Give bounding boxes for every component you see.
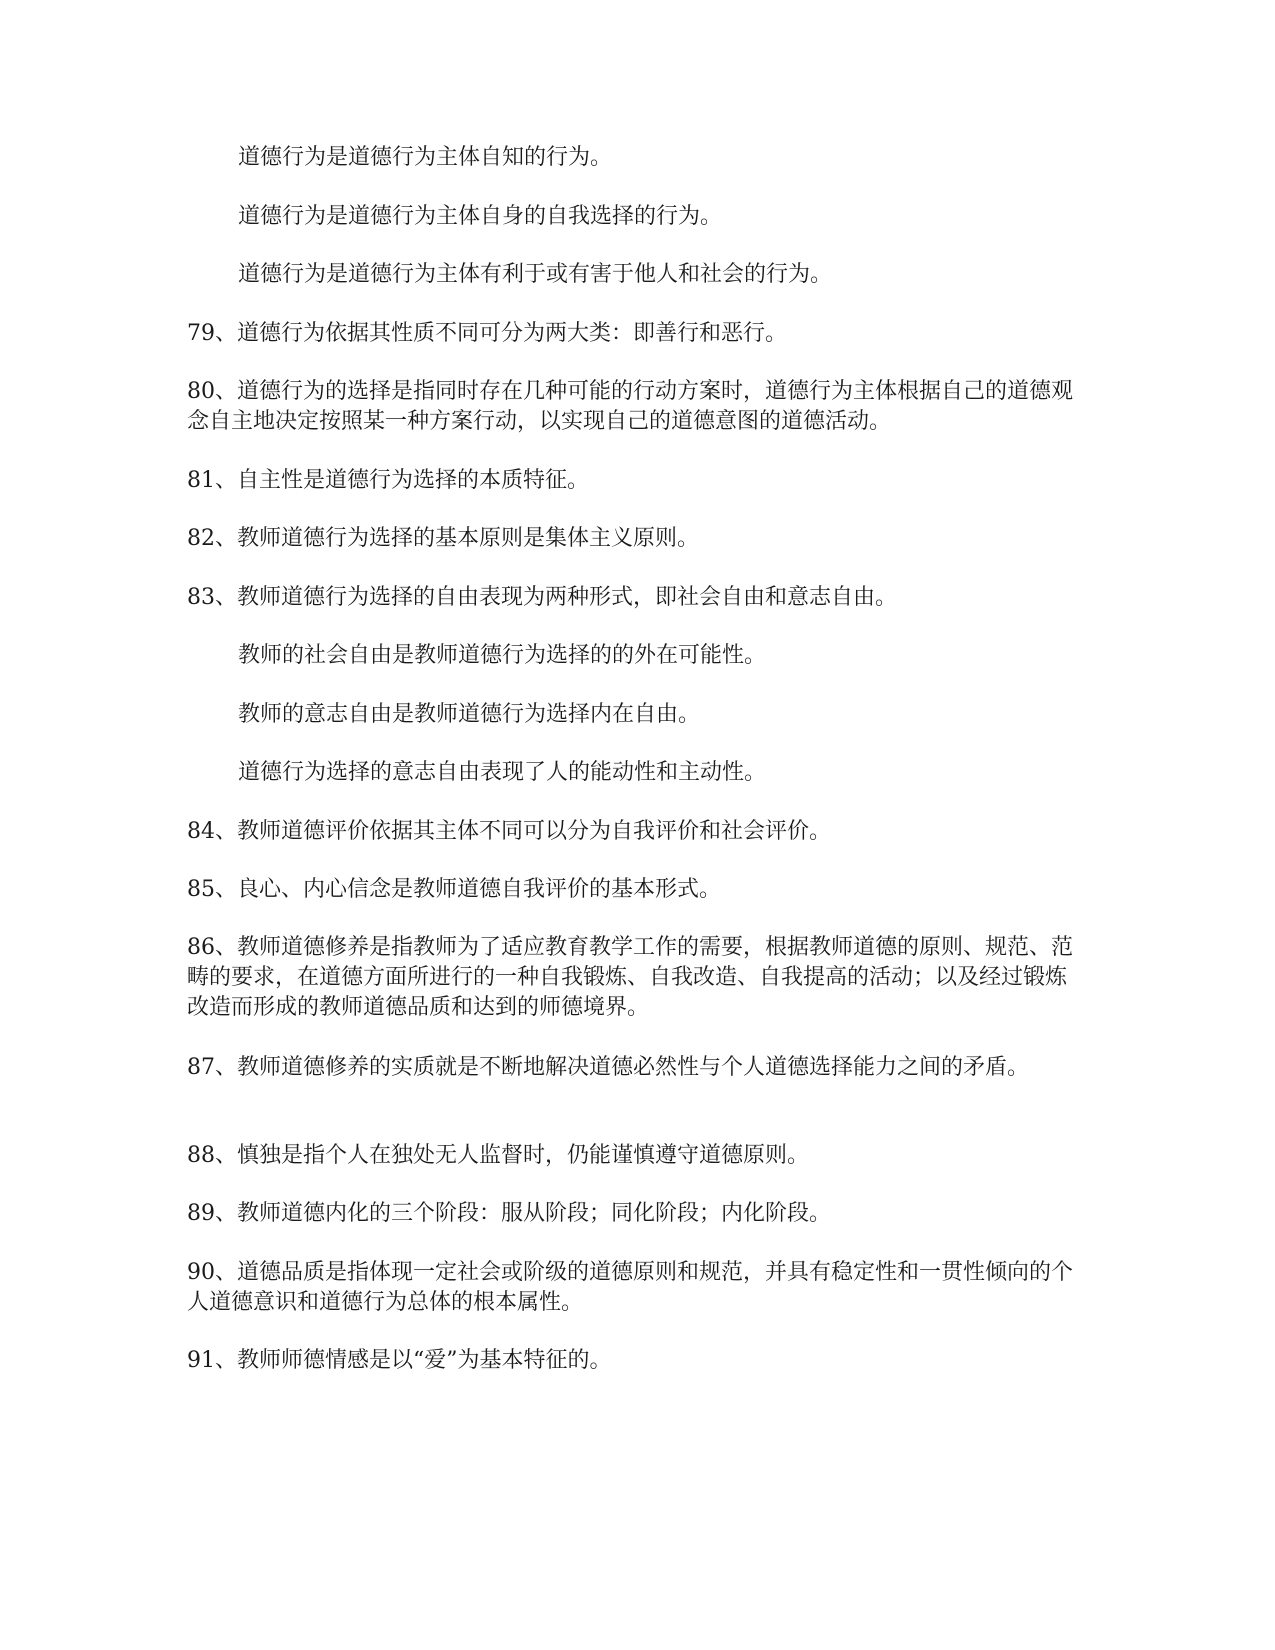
paragraph-indented: 教师的意志自由是教师道德行为选择内在自由。 [238,702,701,727]
paragraph-indented: 道德行为是道德行为主体有利于或有害于他人和社会的行为。 [238,262,833,287]
paragraph-item-83: 83、教师道德行为选择的自由表现为两种形式，即社会自由和意志自由。 [187,585,897,610]
paragraph-item-90: 90、道德品质是指体现一定社会或阶级的道德原则和规范，并具有稳定性和一贯性倾向的个人道德意识和道德行为总体的根本属性。 [187,1260,1073,1315]
paragraph-item-85: 85、良心、内心信念是教师道德自我评价的基本形式。 [187,877,721,902]
paragraph-indented: 教师的社会自由是教师道德行为选择的的外在可能性。 [238,643,767,668]
paragraph-item-81: 81、自主性是道德行为选择的本质特征。 [187,468,589,493]
paragraph-item-82: 82、教师道德行为选择的基本原则是集体主义原则。 [187,526,699,551]
paragraph-item-89: 89、教师道德内化的三个阶段：服从阶段；同化阶段；内化阶段。 [187,1201,831,1226]
paragraph-item-91: 91、教师师德情感是以“爱”为基本特征的。 [187,1348,612,1373]
paragraph-indented: 道德行为选择的意志自由表现了人的能动性和主动性。 [238,760,767,785]
paragraph-item-80: 80、道德行为的选择是指同时存在几种可能的行动方案时，道德行为主体根据自己的道德观念自主地决定按照某一种方案行动，以实现自己的道德意图的道德活动。 [187,379,1073,434]
paragraph-indented: 道德行为是道德行为主体自知的行为。 [238,145,613,170]
paragraph-item-88: 88、慎独是指个人在独处无人监督时，仍能谨慎遵守道德原则。 [187,1143,809,1168]
paragraph-indented: 道德行为是道德行为主体自身的自我选择的行为。 [238,204,723,229]
paragraph-item-84: 84、教师道德评价依据其主体不同可以分为自我评价和社会评价。 [187,819,831,844]
paragraph-item-87: 87、教师道德修养的实质就是不断地解决道德必然性与个人道德选择能力之间的矛盾。 [187,1055,1029,1080]
paragraph-item-79: 79、道德行为依据其性质不同可分为两大类：即善行和恶行。 [187,321,787,346]
paragraph-item-86: 86、教师道德修养是指教师为了适应教育教学工作的需要，根据教师道德的原则、规范、范畴的要求，在道德方面所进行的一种自我锻炼、自我改造、自我提高的活动；以及经过锻炼改造而形成的教师道德品质和达到的师德境界。 [187,935,1073,1020]
